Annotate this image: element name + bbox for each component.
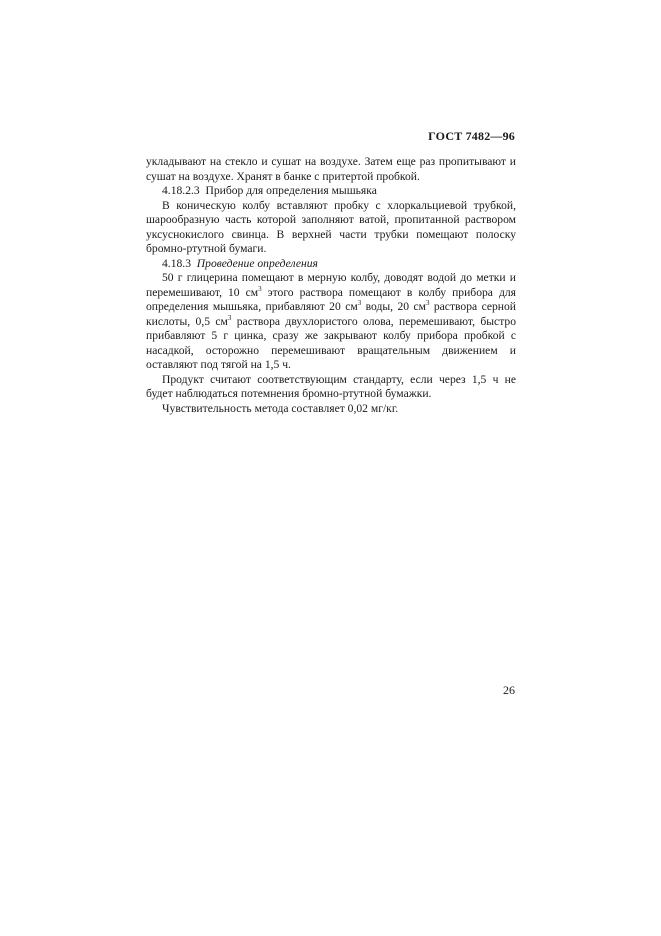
document-body (146, 155, 516, 416)
section-number: 4.18.2.3 (162, 184, 200, 197)
section-heading-4-18-3 (146, 257, 516, 272)
paragraph-apparatus: В коническую колбу вставляют пробку с хлоркальциевой трубкой, шарообразную часть которой заполняют ватой, пропитанной раствором уксуснокислого свинца. В верхней части трубки помещают полоску бромно-ртутной бумаги. (146, 198, 516, 255)
page-number: 26 (503, 683, 515, 697)
procedure-text-2: этого раствора помещают в колбу прибора для определения мышьяка, прибавляют 20 см (146, 285, 516, 313)
procedure-text-4: раствора серной кислоты, 0,5 см (146, 300, 517, 328)
procedure-text-3: воды, 20 см (361, 300, 426, 313)
superscript: 3 (357, 299, 362, 308)
procedure-text-5: раствора двухлористого олова, перемешивают, быстро прибавляют 5 г цинка, сразу же закрывают колбу прибора пробкой с насадкой, осторожно перемешивают вращательным движением и оставляют под тягой на 1,5 ч. (146, 314, 516, 371)
document-header-code: ГОСТ 7482—96 (428, 129, 515, 143)
procedure-text-1: 50 г глицерина помещают в мерную колбу, доводят водой до метки и перемешивают, 10 см (146, 271, 516, 299)
superscript: 3 (227, 313, 232, 322)
paragraph-sensitivity: Чувствительность метода составляет 0,02 мг/кг. (162, 401, 399, 415)
superscript: 3 (425, 299, 430, 308)
paragraph-procedure (146, 271, 516, 373)
paragraph-result: Продукт считают соответствующим стандарту, если через 1,5 ч не будет наблюдаться потемнения бромно-ртутной бумажки. (146, 372, 516, 400)
section-heading-4-18-2-3 (146, 184, 516, 199)
section-title: Прибор для определения мышьяка (205, 184, 377, 197)
superscript: 3 (258, 284, 262, 293)
section-number: 4.18.3 (162, 256, 191, 270)
paragraph-drying: укладывают на стекло и сушат на воздухе. Затем еще раз пропитывают и сушат на воздухе. Хранят в банке с притертой пробкой. (146, 155, 516, 183)
section-title: Проведение определения (196, 256, 318, 270)
